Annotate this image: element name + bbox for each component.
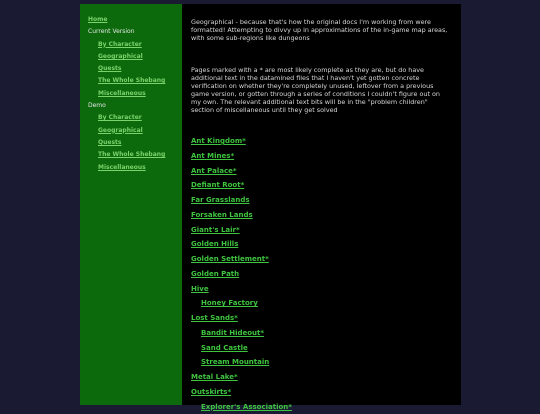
region-link-golden-path[interactable]: Golden Path bbox=[191, 267, 451, 282]
intro-text: Geographical - because that's how the original docs I'm working from were formatted! Attempting to divvy up in approximations of the in-game map areas, with some sub-regions like dungeons bbox=[191, 18, 451, 42]
region-link-defiant-root[interactable]: Defiant Root* bbox=[191, 178, 451, 193]
region-link-ant-mines[interactable]: Ant Mines* bbox=[191, 149, 451, 164]
region-link-forsaken-lands[interactable]: Forsaken Lands bbox=[191, 208, 451, 223]
sidebar-link-current-version-by-character[interactable]: By Character bbox=[88, 39, 182, 51]
region-link-ant-kingdom[interactable]: Ant Kingdom* bbox=[191, 134, 451, 149]
sidebar-link-current-version-miscellaneous[interactable]: Miscellaneous bbox=[88, 88, 182, 100]
region-link-ant-palace[interactable]: Ant Palace* bbox=[191, 164, 451, 179]
main-content bbox=[182, 4, 461, 405]
sidebar-nav bbox=[80, 4, 182, 405]
region-link-lost-sands[interactable]: Lost Sands* bbox=[191, 311, 451, 326]
region-link-golden-settlement[interactable]: Golden Settlement* bbox=[191, 252, 451, 267]
completion-note-text: Pages marked with a * are most likely complete as they are, but do have additional text in the datamined files that I haven't yet gotten concrete verification on whether they're completely unused, leftover from a previous game version, or gotten through a series of conditions I couldn't figure out on my own. The relevant additional text bits will be in the "problem children" section of miscellaneous until they get solved bbox=[191, 66, 451, 114]
sidebar-link-current-version-quests[interactable]: Quests bbox=[88, 63, 182, 75]
sidebar-link-current-version-geographical[interactable]: Geographical bbox=[88, 51, 182, 63]
sidebar-link-demo-quests[interactable]: Quests bbox=[88, 137, 182, 149]
sidebar-section-header-demo: Demo bbox=[88, 100, 182, 112]
region-link-giant-s-lair[interactable]: Giant's Lair* bbox=[191, 223, 451, 238]
sidebar-link-home[interactable]: Home bbox=[88, 14, 182, 26]
region-link-hive[interactable]: Hive bbox=[191, 282, 451, 297]
region-link-metal-lake[interactable]: Metal Lake* bbox=[191, 370, 451, 385]
region-link-golden-hills[interactable]: Golden Hills bbox=[191, 237, 451, 252]
region-link-far-grasslands[interactable]: Far Grasslands bbox=[191, 193, 451, 208]
sidebar-section-header-current-version: Current Version bbox=[88, 26, 182, 38]
region-link-outskirts[interactable]: Outskirts* bbox=[191, 385, 451, 400]
sidebar-link-current-version-the-whole-shebang[interactable]: The Whole Shebang bbox=[88, 75, 182, 87]
region-link-stream-mountain[interactable]: Stream Mountain bbox=[191, 355, 451, 370]
sidebar-link-demo-the-whole-shebang[interactable]: The Whole Shebang bbox=[88, 149, 182, 161]
sidebar-link-demo-geographical[interactable]: Geographical bbox=[88, 125, 182, 137]
sidebar-link-demo-by-character[interactable]: By Character bbox=[88, 112, 182, 124]
sidebar-link-demo-miscellaneous[interactable]: Miscellaneous bbox=[88, 162, 182, 174]
region-link-bandit-hideout[interactable]: Bandit Hideout* bbox=[191, 326, 451, 341]
region-link-sand-castle[interactable]: Sand Castle bbox=[191, 341, 451, 356]
region-link-explorer-s-association[interactable]: Explorer's Association* bbox=[191, 400, 451, 414]
region-link-list bbox=[191, 134, 451, 414]
region-link-honey-factory[interactable]: Honey Factory bbox=[191, 296, 451, 311]
page-layout bbox=[80, 4, 461, 405]
